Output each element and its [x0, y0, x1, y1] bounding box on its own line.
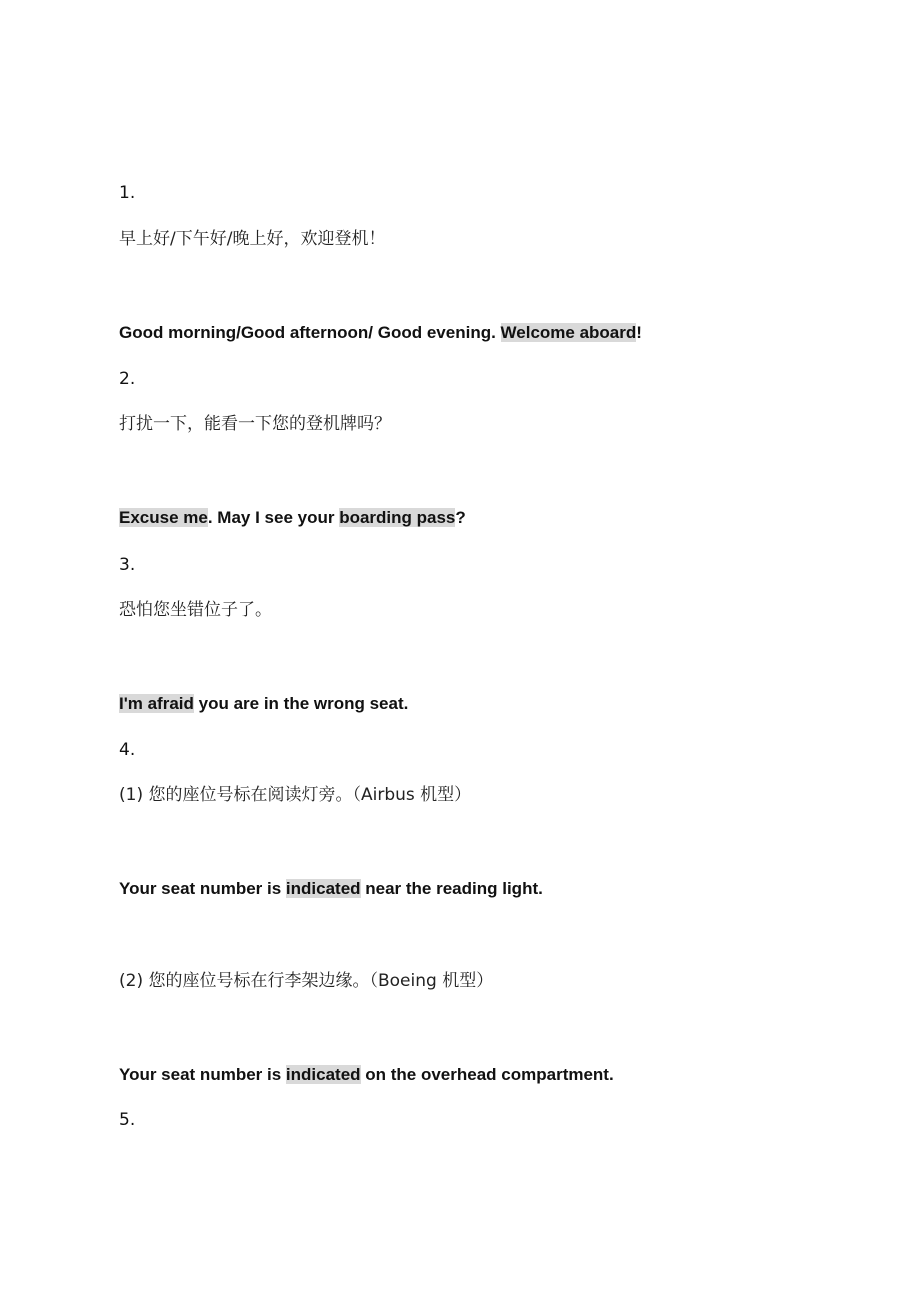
- item-4-sub2-english-end: on the overhead compartment.: [360, 1065, 614, 1084]
- item-4-sub2-english-highlight: indicated: [285, 1065, 361, 1084]
- item-1-english: [119, 322, 642, 344]
- item-number-5: 5.: [119, 1110, 136, 1130]
- item-2-english-highlight-1: Excuse me: [119, 508, 208, 527]
- item-1-english-highlight: Welcome aboard: [500, 323, 637, 342]
- item-number-3: 3.: [119, 555, 136, 575]
- item-3-english-text: you are in the wrong seat.: [193, 694, 409, 713]
- item-number-2: 2.: [119, 369, 136, 389]
- item-4-sub1-english-end: near the reading light.: [360, 879, 543, 898]
- item-4-sub1-chinese: (1) 您的座位号标在阅读灯旁。（Airbus 机型）: [119, 785, 472, 805]
- item-3-english-highlight: I'm afraid: [119, 694, 194, 713]
- item-2-english: [119, 507, 466, 529]
- item-3-chinese: 恐怕您坐错位子了。: [119, 600, 272, 620]
- item-number-4: 4.: [119, 740, 136, 760]
- item-number-1: 1.: [119, 183, 136, 203]
- item-2-english-end: ?: [455, 508, 466, 527]
- item-2-english-highlight-2: boarding pass: [339, 508, 456, 527]
- item-1-english-text: Good morning/Good afternoon/ Good evening.: [119, 323, 501, 342]
- item-4-sub1-english-highlight: indicated: [285, 879, 361, 898]
- item-4-sub2-english: [119, 1064, 614, 1086]
- item-4-sub2-chinese: (2) 您的座位号标在行李架边缘。（Boeing 机型）: [119, 971, 494, 991]
- item-2-english-text: . May I see your: [207, 508, 340, 527]
- item-3-english: [119, 693, 408, 715]
- item-4-sub1-english: [119, 878, 543, 900]
- item-1-english-end: !: [636, 323, 642, 342]
- item-2-chinese: 打扰一下，能看一下您的登机牌吗？: [119, 414, 391, 434]
- item-4-sub1-english-text: Your seat number is: [119, 879, 286, 898]
- item-4-sub2-english-text: Your seat number is: [119, 1065, 286, 1084]
- item-1-chinese: 早上好/下午好/晚上好，欢迎登机！: [119, 229, 386, 249]
